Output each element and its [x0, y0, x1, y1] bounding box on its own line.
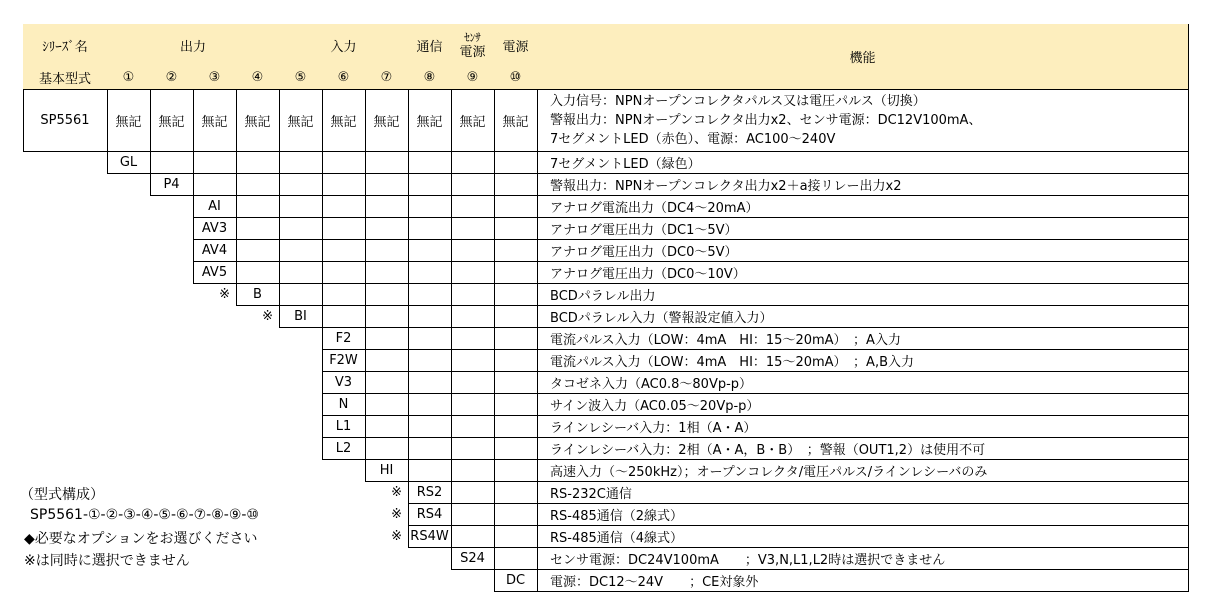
grid-line [365, 195, 366, 218]
option-description: 高速入力（～250kHz）；オープンコレクタ/電圧パルス/ラインレシーバのみ [550, 464, 988, 480]
grid-line [451, 393, 452, 416]
grid-line [322, 173, 323, 196]
grid-line [494, 283, 495, 306]
grid-line [322, 305, 323, 328]
option-description: アナログ電圧出力（DC0～5V） [550, 244, 738, 260]
base-slot: 無記 [459, 114, 486, 130]
grid-line [408, 371, 409, 394]
grid-line [494, 261, 495, 284]
base-slot: 無記 [158, 114, 185, 130]
header-series-name: ｼﾘｰｽﾞ名 [23, 24, 107, 66]
grid-line [408, 305, 409, 328]
header-function: 機能 [537, 24, 1188, 89]
grid-line [451, 239, 452, 262]
grid-line [408, 349, 409, 372]
grid-line [408, 283, 409, 306]
grid-line [451, 305, 452, 328]
grid-line [236, 239, 237, 262]
grid-line [365, 261, 366, 284]
grid-line [451, 327, 452, 350]
grid-line [408, 151, 409, 174]
notes-exclusive: ※は同時に選択できません [24, 553, 190, 569]
option-description: ラインレシーバ入力：1相（A・A） [550, 420, 757, 436]
option-description: RS-485通信（4線式） [550, 530, 684, 546]
grid-line [365, 173, 366, 196]
position-number: ⑥ [322, 66, 365, 89]
option-code: AI [208, 198, 221, 214]
position-number: ③ [193, 66, 236, 89]
base-desc-line: 警報出力：NPNオープンコレクタ出力x2、センサ電源：DC12V100mA、 [550, 112, 982, 128]
base-slot: 無記 [502, 114, 529, 130]
option-description: アナログ電圧出力（DC0～10V） [550, 266, 746, 282]
grid-line [494, 525, 495, 548]
grid-line [451, 503, 452, 526]
header-sensor-power [451, 24, 494, 66]
grid-line [408, 239, 409, 262]
grid-line [236, 173, 237, 196]
grid-line [236, 261, 237, 284]
option-code: RS4 [416, 506, 443, 522]
header-sensor-top: ｾﾝｻ [464, 31, 481, 44]
option-description: 7セグメントLED（緑色） [550, 156, 701, 172]
option-code: DC [505, 572, 526, 588]
grid-line [494, 437, 495, 460]
grid-line [365, 393, 366, 416]
grid-line [451, 151, 452, 174]
grid-line [494, 503, 495, 526]
grid-line [408, 437, 409, 460]
grid-line [279, 283, 280, 306]
grid-line [365, 217, 366, 240]
base-desc-line: 7セグメントLED（赤色）、電源：AC100～240V [550, 131, 836, 147]
base-slot: 無記 [330, 114, 357, 130]
option-code: RS2 [416, 484, 443, 500]
grid-line [494, 415, 495, 438]
notes-title: （型式構成） [20, 487, 104, 503]
header-base-model: 基本型式 [23, 66, 107, 89]
option-description: BCDパラレル入力（警報設定値入力） [550, 310, 773, 326]
option-code: L2 [335, 440, 352, 456]
grid-line [451, 525, 452, 548]
grid-line [494, 349, 495, 372]
option-description: RS-232C通信 [550, 486, 632, 502]
grid-line [408, 217, 409, 240]
grid-line [451, 437, 452, 460]
position-number: ⑩ [494, 66, 537, 89]
position-number: ⑨ [451, 66, 494, 89]
grid-line [236, 195, 237, 218]
grid-line [494, 393, 495, 416]
grid-line [365, 327, 366, 350]
grid-line [322, 195, 323, 218]
option-code: B [253, 286, 262, 302]
grid-line [365, 239, 366, 262]
header-sensor-bottom: 電源 [459, 45, 486, 60]
grid-line [451, 349, 452, 372]
grid-line [279, 217, 280, 240]
grid-line [365, 415, 366, 438]
grid-line [322, 239, 323, 262]
grid-line [451, 217, 452, 240]
exclusive-mark: ※ [219, 286, 230, 302]
notes-pattern: SP5561-①-②-③-④-⑤-⑥-⑦-⑧-⑨-⑩ [30, 507, 259, 523]
grid-line [451, 415, 452, 438]
grid-line [408, 393, 409, 416]
grid-line [451, 283, 452, 306]
option-code: AV5 [201, 264, 228, 280]
position-number: ⑤ [279, 66, 322, 89]
notes-select: ◆必要なオプションをお選びください [24, 531, 258, 547]
grid-line [494, 327, 495, 350]
option-code: L1 [335, 418, 352, 434]
option-code: HI [379, 462, 394, 478]
option-code: P4 [163, 176, 180, 192]
exclusive-mark: ※ [391, 528, 402, 544]
grid-line [279, 239, 280, 262]
option-description: タコゼネ入力（AC0.8～80Vp-p） [550, 376, 753, 392]
position-number: ⑧ [408, 66, 451, 89]
base-desc-line: 入力信号：NPNオープンコレクタパルス又は電圧パルス（切換） [550, 93, 926, 109]
option-description: BCDパラレル出力 [550, 288, 656, 304]
grid-line [494, 591, 1189, 592]
option-code: GL [119, 154, 138, 170]
grid-line [236, 217, 237, 240]
option-description: アナログ電流出力（DC4～20mA） [550, 200, 759, 216]
grid-line [365, 437, 366, 460]
grid-line [322, 261, 323, 284]
grid-line [193, 151, 194, 174]
option-code: N [338, 396, 349, 412]
option-code: F2W [329, 352, 358, 368]
grid-line [408, 327, 409, 350]
header-input: 入力 [279, 24, 408, 66]
grid-line [494, 195, 495, 218]
option-code: AV3 [201, 220, 228, 236]
grid-line [365, 371, 366, 394]
header-output: 出力 [107, 24, 279, 66]
exclusive-mark: ※ [391, 506, 402, 522]
exclusive-mark: ※ [262, 308, 273, 324]
base-slot: 無記 [373, 114, 400, 130]
grid-line [408, 173, 409, 196]
grid-line [322, 217, 323, 240]
grid-line [494, 547, 495, 570]
grid-line [494, 217, 495, 240]
grid-line [150, 151, 151, 174]
grid-line [451, 371, 452, 394]
grid-line [494, 459, 495, 482]
option-description: ラインレシーバ入力：2相（A・A，B・B） ；警報（OUT1,2）は使用不可 [550, 442, 986, 458]
base-slot: 無記 [115, 114, 142, 130]
option-code: BI [294, 308, 307, 324]
base-slot: 無記 [244, 114, 271, 130]
grid-line [451, 481, 452, 504]
grid-line [494, 239, 495, 262]
header-comm: 通信 [408, 24, 451, 66]
grid-line [494, 173, 495, 196]
grid-line [322, 151, 323, 174]
option-code: AV4 [201, 242, 228, 258]
option-description: センサ電源：DC24V100mA ；V3,N,L1,L2時は選択できません [550, 552, 946, 568]
grid-line [279, 261, 280, 284]
option-description: 電源：DC12～24V ；CE対象外 [550, 574, 759, 590]
grid-line [494, 481, 495, 504]
option-code: V3 [334, 374, 353, 390]
base-slot: 無記 [287, 114, 314, 130]
option-description: 電流パルス入力（LOW：4mA HI：15～20mA） ；A,B入力 [550, 354, 914, 370]
grid-line [451, 261, 452, 284]
grid-line [408, 261, 409, 284]
option-code: S24 [460, 550, 485, 566]
base-slot: 無記 [201, 114, 228, 130]
grid-line [193, 173, 194, 196]
option-description: アナログ電圧出力（DC1～5V） [550, 222, 738, 238]
grid-line [279, 151, 280, 174]
header-power: 電源 [494, 24, 537, 66]
base-slot: 無記 [416, 114, 443, 130]
option-code: F2 [335, 330, 352, 346]
grid-line [408, 195, 409, 218]
option-description: 電流パルス入力（LOW：4mA HI：15～20mA） ；A入力 [550, 332, 901, 348]
option-description: RS-485通信（2線式） [550, 508, 684, 524]
grid-line [279, 195, 280, 218]
grid-line [451, 459, 452, 482]
grid-line [279, 173, 280, 196]
position-number: ① [107, 66, 150, 89]
position-number: ④ [236, 66, 279, 89]
grid-line [494, 371, 495, 394]
exclusive-mark: ※ [391, 484, 402, 500]
base-description [537, 89, 1188, 151]
grid-line [365, 349, 366, 372]
option-code: RS4W [410, 528, 449, 544]
grid-line [322, 283, 323, 306]
grid-line [365, 283, 366, 306]
option-description: サイン波入力（AC0.05～20Vp-p） [550, 398, 760, 414]
position-number: ⑦ [365, 66, 408, 89]
grid-line [365, 151, 366, 174]
grid-line [451, 195, 452, 218]
grid-line [451, 173, 452, 196]
base-model: SP5561 [40, 112, 90, 128]
grid-line [494, 151, 495, 174]
grid-line [236, 151, 237, 174]
grid-line [408, 415, 409, 438]
grid-line [1188, 24, 1189, 592]
grid-line [408, 459, 409, 482]
position-number: ② [150, 66, 193, 89]
grid-line [365, 305, 366, 328]
option-description: 警報出力：NPNオープンコレクタ出力x2＋a接リレー出力x2 [550, 178, 902, 194]
grid-line [494, 305, 495, 328]
